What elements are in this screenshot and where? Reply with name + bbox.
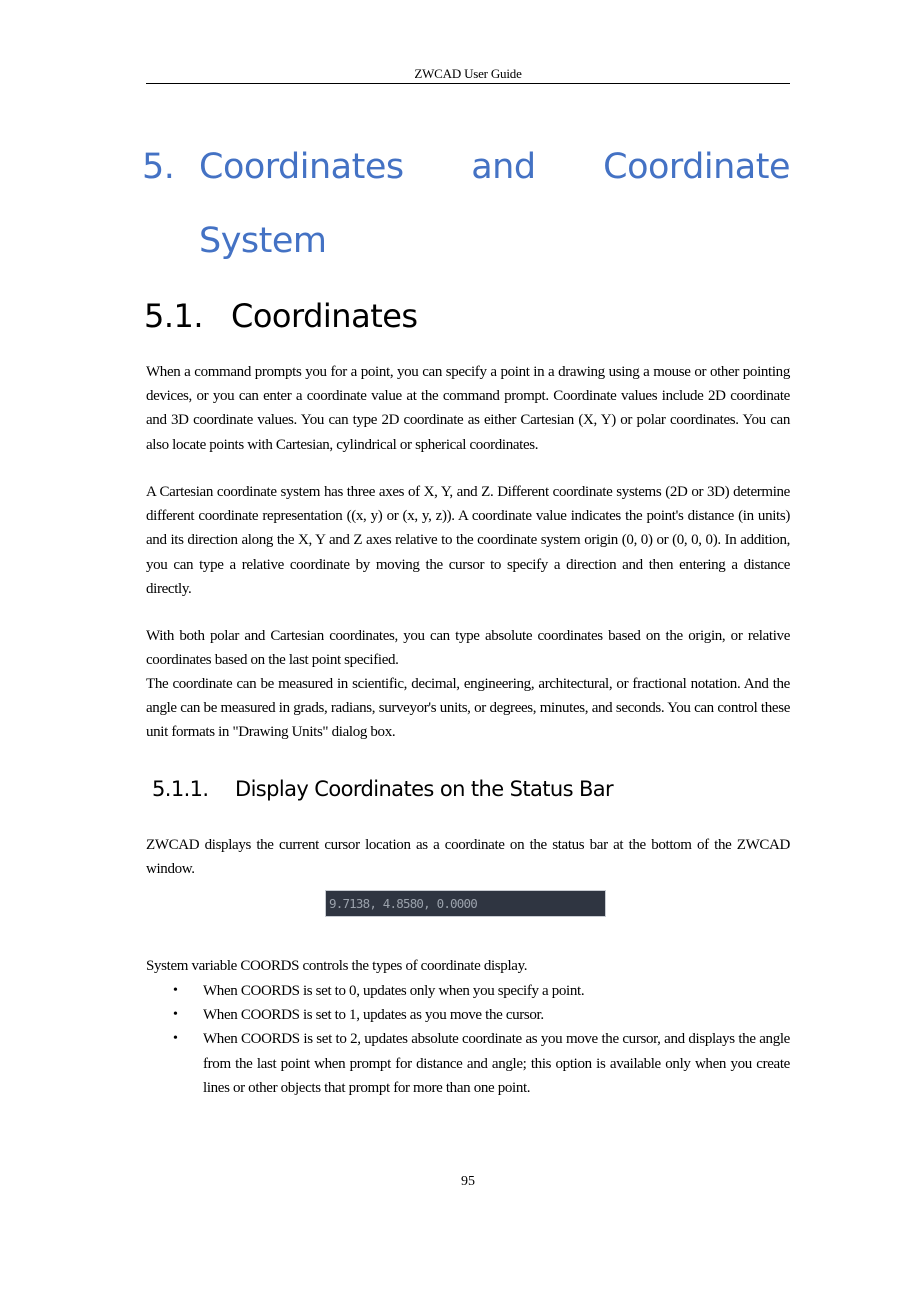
- paragraph-units: The coordinate can be measured in scientific, decimal, engineering, architectural, or fractional notation. And the angle can be measured in grads, radians, surveyor's units, or degrees, minutes, and seconds. You can control these unit formats in "Drawing Units" dialog box.: [146, 676, 790, 741]
- chapter-title-word: Coordinate: [603, 147, 790, 187]
- paragraph-polar: With both polar and Cartesian coordinates, you can type absolute coordinates based on the origin, or relative coordinates based on the last point specified.: [146, 628, 790, 669]
- subsection-title: Display Coordinates on the Status Bar: [235, 777, 614, 801]
- bullet-icon: •: [173, 983, 178, 998]
- section-title: Coordinates: [231, 297, 418, 335]
- subsection-heading: [152, 772, 613, 806]
- bullet-icon: •: [173, 1007, 178, 1023]
- statusbar-coordinates-image: [325, 890, 606, 917]
- list-item-text: When COORDS is set to 0, updates only when you specify a point.: [203, 983, 585, 999]
- list-item-text: When COORDS is set to 2, updates absolute coordinate as you move the cursor, and displays the angle from the last point when prompt for distance and angle; this option is available only when you create lines or other objects that prompt for more than one point.: [203, 1031, 790, 1096]
- subsection-number: 5.1.1.: [152, 777, 209, 801]
- list-item: [146, 979, 790, 1003]
- paragraph-coords-intro: System variable COORDS controls the types of coordinate display.: [146, 958, 528, 974]
- section-heading: [144, 292, 418, 340]
- paragraph-statusbar-intro: ZWCAD displays the current cursor location as a coordinate on the status bar at the bottom of the ZWCAD window.: [146, 837, 790, 878]
- paragraph-intro: When a command prompts you for a point, you can specify a point in a drawing using a mouse or other pointing devices, or you can enter a coordinate value at the command prompt. Coordinate values include 2D coordinate and 3D coordinate values. You can type 2D coordinate as either Cartesian (X, Y) or polar coordinates. You can also locate points with Cartesian, cylindrical or spherical coordinates.: [146, 364, 790, 453]
- list-item: [146, 1027, 790, 1100]
- chapter-title-word: Coordinates: [199, 147, 404, 187]
- coords-bullet-list: [146, 979, 790, 1100]
- coordinate-readout: 9.7138, 4.8580, 0.0000: [329, 896, 477, 911]
- list-item-text: When COORDS is set to 1, updates as you move the cursor.: [203, 1007, 544, 1024]
- chapter-number: 5.: [142, 147, 175, 187]
- page-number: 95: [461, 1174, 475, 1189]
- bullet-icon: •: [173, 1031, 178, 1047]
- chapter-title-word: and: [471, 147, 536, 187]
- chapter-title: [142, 130, 790, 278]
- chapter-title-line-2: System: [199, 221, 327, 261]
- section-number: 5.1.: [144, 297, 204, 335]
- paragraph-cartesian: A Cartesian coordinate system has three axes of X, Y, and Z. Different coordinate systems (2D or 3D) determine different coordinate representation ((x, y) or (x, y, z)). A coordinate value indicates the point's distance (in units) and its direction along the X, Y and Z axes relative to the coordinate system origin (0, 0) or (0, 0, 0). In addition, you can type a relative coordinate by moving the cursor to specify a direction and then entering a distance directly.: [146, 484, 790, 597]
- chapter-title-line-1: [142, 130, 790, 204]
- list-item: [146, 1003, 790, 1027]
- running-header: ZWCAD User Guide: [146, 66, 790, 84]
